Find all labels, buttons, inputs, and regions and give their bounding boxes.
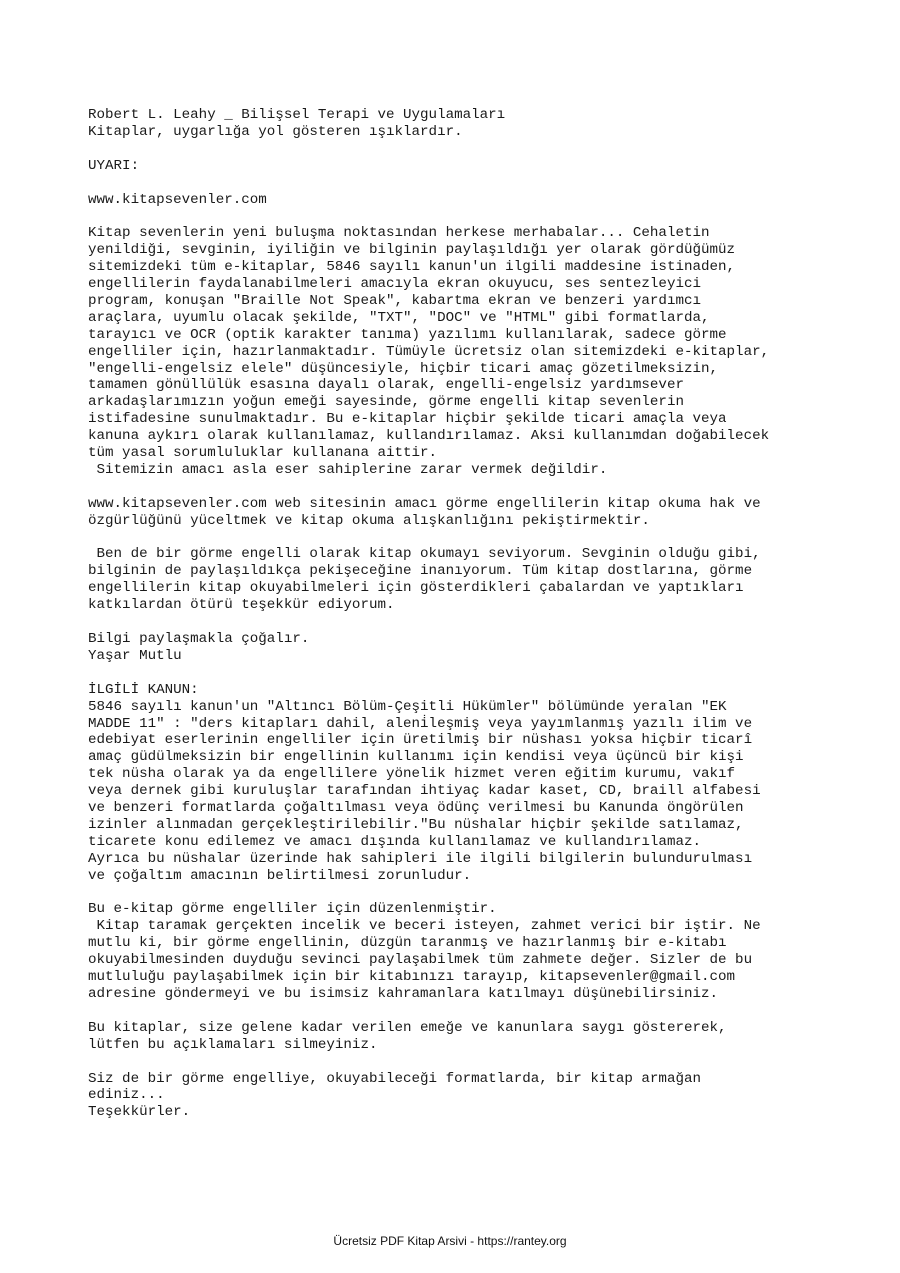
header-block bbox=[88, 107, 878, 141]
text-line: 5846 sayılı kanun'un "Altıncı Bölüm-Çeşitli Hükümler" bölümünde yeralan "EK bbox=[88, 698, 727, 715]
document-body bbox=[88, 107, 878, 1138]
text-line: veya dernek gibi kuruluşlar tarafından ihtiyaç kadar kaset, CD, braill alfabesi bbox=[88, 783, 761, 800]
text-line: Kitap taramak gerçekten incelik ve beceri isteyen, zahmet verici bir iştir. Ne bbox=[88, 918, 761, 935]
text-line: mutluluğu paylaşabilmek için bir kitabınızı tarayıp, kitapsevenler@gmail.com bbox=[88, 969, 736, 986]
text-line: Ayrıca bu nüshalar üzerinde hak sahipleri ile ilgili bilgilerin bulundurulması bbox=[88, 850, 753, 867]
text-line: tamamen gönüllülük esasına dayalı olarak, engelli-engelsiz yardımsever bbox=[88, 377, 684, 394]
text-line: MADDE 11" : "ders kitapları dahil, aleni̇leşmiş veya yayımlanmış yazılı ilim ve bbox=[88, 715, 753, 732]
text-line: Robert L. Leahy _ Bilişsel Terapi ve Uygulamaları bbox=[88, 107, 506, 123]
text-line: UYARI: bbox=[88, 157, 140, 174]
text-line: ticarete konu edilemez ve amacı dışında kullanılamaz ve kullandırılamaz. bbox=[88, 833, 701, 850]
text-line: Bilgi paylaşmakla çoğalır. bbox=[88, 631, 310, 647]
scanning-paragraph bbox=[88, 901, 878, 1002]
text-line: Bu kitaplar, size gelene kadar verilen emeğe ve kanunlara saygı göstererek, bbox=[88, 1019, 727, 1036]
text-line: kanuna aykırı olarak kullanılamaz, kullandırılamaz. Aksi kullanımdan doğabilecek bbox=[88, 428, 770, 445]
text-line: ediniz... bbox=[88, 1087, 165, 1104]
text-line: Ben de bir görme engelli olarak kitap okumayı seviyorum. Sevginin olduğu gibi, bbox=[88, 546, 761, 563]
text-line: tüm yasal sorumluluklar kullanana aittir. bbox=[88, 445, 438, 462]
purpose-paragraph bbox=[88, 496, 878, 530]
text-line: ve benzeri formatlarda çoğaltılması veya ödünç verilmesi bu Kanunda öngörülen bbox=[88, 800, 744, 817]
text-line: edebiyat eserlerinin engelliler için üretilmiş bir nüshası yoksa hiçbir ticarî bbox=[88, 732, 753, 749]
page-footer: Ücretsiz PDF Kitap Arsivi - https://rantey.org bbox=[333, 1234, 567, 1248]
text-line: özgürlüğünü yüceltmek ve kitap okuma alışkanlığını pekiştirmektir. bbox=[88, 512, 650, 529]
text-line: okuyabilmesinden duyduğu sevinci paylaşabilmek tüm zahmete değer. Sizler de bu bbox=[88, 952, 753, 969]
text-line: engellilerin faydalanabilmeleri amacıyla ekran okuyucu, ses sentezleyici bbox=[88, 276, 701, 293]
text-line: mutlu ki, bir görme engellinin, düzgün taranmış ve hazırlanmış bir e-kitabı bbox=[88, 935, 727, 952]
text-line: araçlara, uyumlu olacak şekilde, "TXT", "DOC" ve "HTML" gibi formatlarda, bbox=[88, 309, 710, 326]
website-line bbox=[88, 192, 878, 209]
text-line: lütfen bu açıklamaları silmeyiniz. bbox=[88, 1036, 378, 1053]
text-line: izinler alınmadan gerçekleştirilebilir."Bu nüshalar hiçbir şekilde satılamaz, bbox=[88, 816, 744, 833]
text-line: istifadesine sunulmaktadır. Bu e-kitaplar hiçbir şekilde ticari amaçla veya bbox=[88, 411, 727, 428]
intro-paragraph bbox=[88, 225, 878, 479]
personal-paragraph bbox=[88, 546, 878, 614]
text-line: "engelli-engelsiz elele" düşüncesiyle, hiçbir ticari amaç gözetilmeksizin, bbox=[88, 360, 719, 377]
text-line: engellilerin kitap okuyabilmeleri için gösterdikleri çabalardan ve yaptıkları bbox=[88, 580, 744, 597]
text-line: Yaşar Mutlu bbox=[88, 647, 182, 664]
text-line: Sitemizin amacı asla eser sahiplerine zarar vermek değildir. bbox=[88, 461, 608, 478]
text-line: program, konuşan "Braille Not Speak", kabartma ekran ve benzeri yardımcı bbox=[88, 292, 701, 309]
signature-block bbox=[88, 631, 878, 665]
text-line: www.kitapsevenler.com bbox=[88, 191, 267, 208]
text-line: sitemizdeki tüm e-kitaplar, 5846 sayılı kanun'un ilgili maddesine istinaden, bbox=[88, 259, 736, 276]
text-line: tarayıcı ve OCR (optik karakter tanıma) yazılımı kullanılarak, sadece görme bbox=[88, 326, 727, 343]
text-line: amaç güdülmeksizin bir engellinin kullanımı için kendisi veya üçüncü bir kişi bbox=[88, 749, 744, 766]
text-line: Teşekkürler. bbox=[88, 1104, 191, 1121]
closing-paragraph bbox=[88, 1071, 878, 1122]
text-line: İLGİLİ KANUN: bbox=[88, 681, 199, 698]
text-line: katkılardan ötürü teşekkür ediyorum. bbox=[88, 597, 395, 614]
text-line: www.kitapsevenler.com web sitesinin amacı görme engellilerin kitap okuma hak ve bbox=[88, 495, 761, 512]
text-line: Kitap sevenlerin yeni buluşma noktasından herkese merhabalar... Cehaletin bbox=[88, 225, 710, 242]
text-line: yenildiği, sevginin, iyiliğin ve bilginin paylaşıldığı yer olarak gördüğümüz bbox=[88, 242, 736, 259]
text-line: Kitaplar, uygarlığa yol gösteren ışıklardır. bbox=[88, 123, 463, 140]
text-line: arkadaşlarımızın yoğun emeği sayesinde, görme engelli kitap sevenlerin bbox=[88, 394, 684, 411]
text-line: adresine göndermeyi ve bu isimsiz kahramanlara katılmayı düşünebilirsiniz. bbox=[88, 986, 719, 1002]
text-line: Siz de bir görme engelliye, okuyabileceği formatlarda, bir kitap armağan bbox=[88, 1070, 701, 1087]
text-line: bilginin de paylaşıldıkça pekişeceğine inanıyorum. Tüm kitap dostlarına, görme bbox=[88, 563, 753, 580]
text-line: ve çoğaltım amacının belirtilmesi zorunludur. bbox=[88, 867, 472, 884]
law-paragraph bbox=[88, 682, 878, 885]
warning-heading bbox=[88, 158, 878, 175]
text-line: engelliler için, hazırlanmaktadır. Tümüyle ücretsiz olan sitemizdeki e-kitaplar, bbox=[88, 343, 770, 360]
respect-paragraph bbox=[88, 1020, 878, 1054]
text-line: tek nüsha olarak ya da engellilere yönelik hizmet veren eğitim kurumu, vakıf bbox=[88, 766, 736, 783]
text-line: Bu e-kitap görme engelliler için düzenlenmiştir. bbox=[88, 901, 497, 918]
